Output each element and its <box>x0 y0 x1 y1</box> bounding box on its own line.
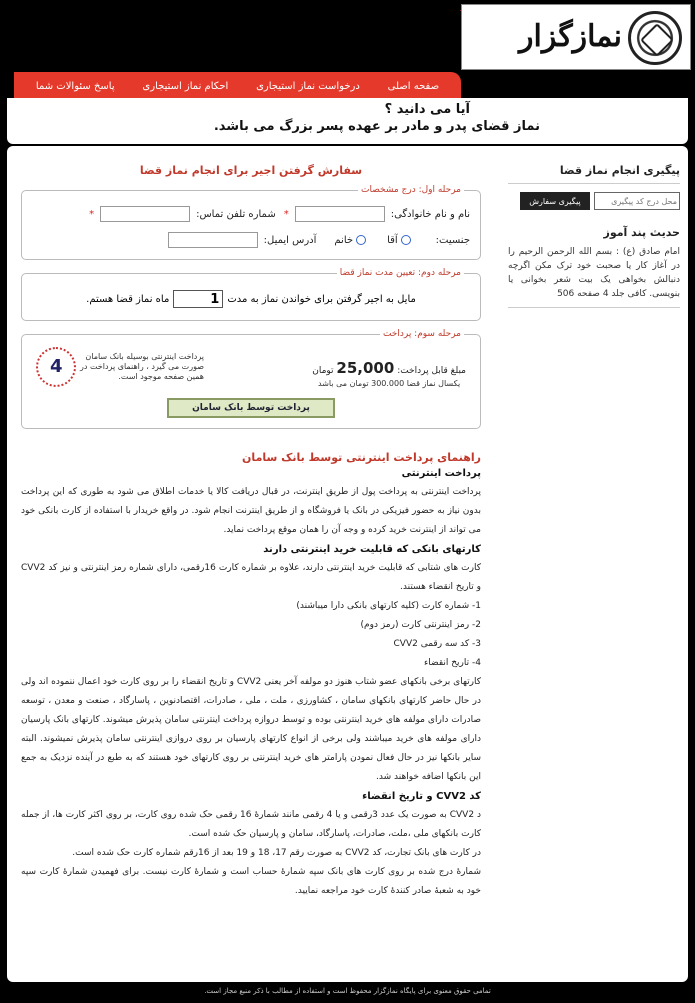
months-input[interactable] <box>173 290 223 308</box>
months-text-after: ماه نماز قضا هستم. <box>86 293 170 305</box>
required-mark: * <box>283 208 289 220</box>
amount-unit: تومان <box>312 366 334 376</box>
step3-legend: مرحله سوم: پرداخت <box>382 329 461 339</box>
email-label: آدرس ایمیل: <box>263 234 317 246</box>
content-column <box>21 164 481 901</box>
track-order-button[interactable]: پیگیری سفارش <box>520 192 590 210</box>
gender-label: جنسیت: <box>435 234 470 246</box>
saman-bank-logo <box>36 347 76 387</box>
name-phone-row <box>32 201 470 227</box>
male-radio[interactable] <box>401 235 411 245</box>
male-label: آقا <box>387 234 398 246</box>
step1-legend: مرحله اول: درج مشخصات <box>361 185 461 195</box>
male-option[interactable] <box>387 235 414 246</box>
female-label: خانم <box>334 234 354 246</box>
logo-text: نمازگزار <box>519 19 622 54</box>
step2-fieldset <box>21 268 481 321</box>
guide-heading: کارتهای بانکی که قابلیت خرید اینترنتی دارند <box>263 544 481 555</box>
gender-email-row <box>32 227 470 253</box>
guide-list-item: 2- رمز اینترنتی کارت (رمز دوم) <box>360 620 481 630</box>
nav-item-rules[interactable]: احکام نماز استیجاری <box>142 80 229 92</box>
header <box>0 0 695 72</box>
required-mark: * <box>89 208 95 220</box>
tracking-code-input[interactable] <box>594 192 680 210</box>
guide-title: راهنمای پرداخت اینترنتی توسط بانک سامان <box>242 451 481 464</box>
footer-copyright: تمامی حقوق معنوی برای پایگاه نمازگزار محفوظ است و استفاده از مطالب با ذکر منبع مجاز است. <box>204 987 491 995</box>
guide-list-item: 1- شماره کارت (کلیه کارتهای بانکی دارا میباشند) <box>296 601 481 611</box>
guide-list-item: 4- تاریخ انقضاء <box>424 658 481 668</box>
tracking-title: پیگیری انجام نماز قضا <box>508 164 680 184</box>
did-you-know-question: آیا می دانید ؟ <box>384 102 470 117</box>
name-label: نام و نام خانوادگی: <box>390 208 470 220</box>
did-you-know-answer: نماز قضای پدر و مادر بر عهده پسر بزرگ می باشد. <box>213 119 540 134</box>
hadith-title: حدیث پند آموز <box>603 226 680 239</box>
nav-item-home[interactable]: صفحه اصلی <box>387 80 440 92</box>
guide-paragraph: کارت های شتابی که قابلیت خرید اینترنتی دارند، علاوه بر شماره کارت 16رقمی، دارای شماره رمز اینترنتی و نیز کد CVV2 و تاریخ انقضاء هستند. <box>21 563 481 592</box>
female-radio[interactable] <box>356 235 366 245</box>
seal-icon <box>628 11 682 65</box>
female-option[interactable] <box>334 235 369 246</box>
guide-paragraph: شمارهٔ درج شده بر روی کارت های بانک سپه شمارهٔ حساب است و شمارهٔ کارت نیست. برای فهمیدن شمارهٔ کارت سپه خود به شعبهٔ صادر کنندهٔ کارت خود مراجعه نمایید. <box>21 867 481 896</box>
guide-paragraph: در کارت های بانک تجارت، کد CVV2 به صورت رقم 17، 18 و 19 بعد از 16رقم شماره کارت حک شده است. <box>72 848 481 858</box>
amount-value: 25,000 <box>336 359 395 377</box>
phone-input[interactable] <box>100 206 190 222</box>
saman-description: پرداخت اینترنتی بوسیله بانک سامان صورت می گیرد ، راهنمای پرداخت در همین صفحه موجود است. <box>79 352 204 381</box>
guide-heading: کد CVV2 و تاریخ انقضاء <box>362 791 481 802</box>
pay-saman-button[interactable]: پرداخت توسط بانک سامان <box>167 398 335 418</box>
amount-label: مبلغ قابل پرداخت: <box>397 366 466 376</box>
guide-paragraph: پرداخت اینترنتی به پرداخت پول از طریق اینترنت، در قبال دریافت کالا یا خدمات اطلاق می شود به طوری که این پرداخت بدون نیاز به حضور فیزیکی در بانک یا فروشگاه و از طریق اینترنت انجام شود. در واقع خریدار با استفاده از کارت بانکی خود می تواند از اینترنت خرید کرده و وجه آن را همان موقع پرداخت نماید. <box>21 487 481 535</box>
site-logo[interactable] <box>461 4 691 70</box>
hadith-text: امام صادق (ع) : بسم الله الرحمن الرحیم را در آغاز کار یا صحبت خود ترک مکن اگرچه دنبالش بخواهی یک بیت شعر بخوانی یا بنویسی. کافی جلد 4 صفحه 506 <box>508 245 680 308</box>
sidebar <box>508 164 680 308</box>
months-text-before: مایل به اجیر گرفتن برای خواندن نماز به مدت <box>227 293 416 305</box>
payment-guide <box>21 451 481 901</box>
nav-item-answers[interactable]: پاسخ سئوالات شما <box>35 80 115 92</box>
guide-heading: پرداخت اینترنتی <box>401 468 481 479</box>
nav-item-request[interactable]: درخواست نماز استیجاری <box>256 80 360 92</box>
step1-fieldset <box>21 185 481 260</box>
step2-legend: مرحله دوم: تعیین مدت نماز قضا <box>339 268 461 278</box>
amount-block <box>312 359 466 388</box>
amount-note: یکسال نماز قضا 300.000 تومان می باشد <box>318 379 461 388</box>
months-row <box>32 284 470 314</box>
payment-info <box>32 345 470 390</box>
saman-logo-number: 4 <box>50 356 63 377</box>
main-nav <box>14 72 461 100</box>
name-input[interactable] <box>295 206 385 222</box>
order-form-title: سفارش گرفتن اجیر برای انجام نماز قضا <box>139 164 363 177</box>
saman-info <box>36 347 204 387</box>
guide-paragraph: د CVV2 به صورت یک عدد 3رقمی و یا 4 رقمی مانند شمارهٔ 16 رقمی حک شده روی کارت، بر روی اکثر کارت ها، از جمله کارت بانکهای ملی ،ملت، صادرات، پاسارگاد، سامان و پارسیان حک شده است. <box>21 810 481 839</box>
main-panel <box>7 146 688 982</box>
phone-label: شماره تلفن تماس: <box>196 208 276 220</box>
step3-fieldset <box>21 329 481 429</box>
amount-line <box>312 359 466 377</box>
guide-list-item: 3- کد سه رقمی CVV2 <box>393 639 481 649</box>
guide-paragraph: کارتهای برخی بانکهای عضو شتاب هنوز دو مولفه آخر یعنی CVV2 و تاریخ انقضاء را بر روی کارت خود اعمال ننموده اند ولی در حال حاضر کارتهای بانکهای سامان ، کشاورزی ، ملت ، ملی ، صادرات، اقتصادنوین ، پاسارگاد ، صنعت و معدن ، توسعه صادرات دارای مولفه های خرید اینترنتی بوده و توسط دروازه پرداخت اینترنتی سامان پذیرش میشوند. کارتهای بانک پارسیان دارای مولفه های خرید میباشند ولی برخی از انواع کارتهای پارسیان بر روی دروازی اینترنتی سامان پذیرش نمیشوند. البته سایر بانکها نیز در حال فعال نمودن پارامتر های خرید اینترنتی بر روی کارتهای خود هستند که به طبع در آینده نزدیک به جمع این بانکها اضافه خواهند شد. <box>21 677 481 782</box>
tracking-row <box>508 192 680 210</box>
did-you-know-box <box>7 98 688 144</box>
email-input[interactable] <box>168 232 258 248</box>
